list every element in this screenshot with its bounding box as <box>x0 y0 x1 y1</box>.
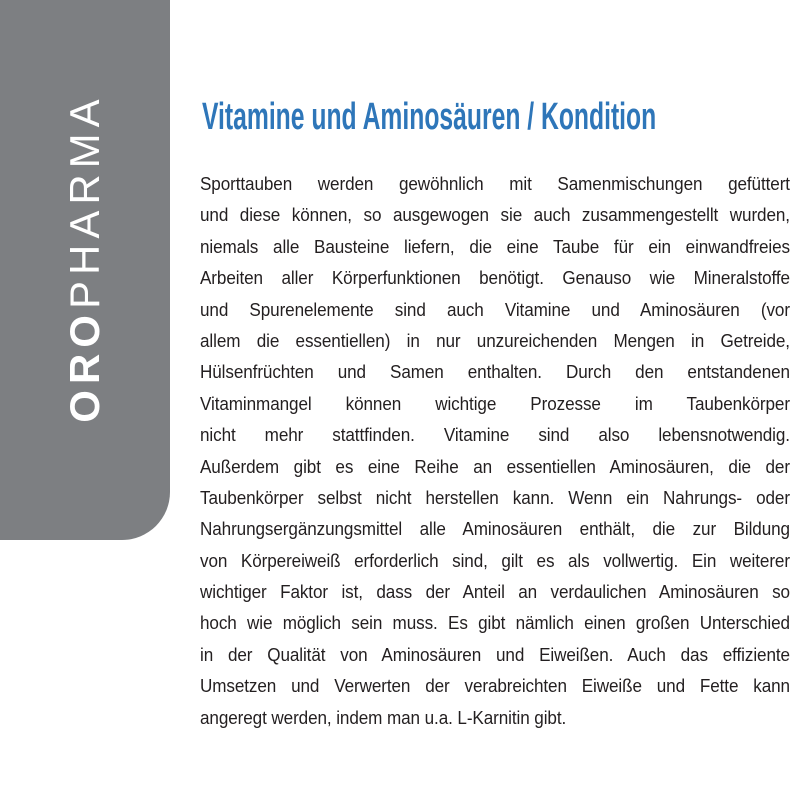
body-text-line: nicht mehr stattfinden. Vitamine sind also lebensnotwendig. <box>200 425 790 446</box>
brand-logo-oro: ORO <box>61 309 108 423</box>
body-text-line: niemals alle Bausteine liefern, die eine Taube für ein einwandfreies <box>200 236 790 257</box>
body-text-line: von Körpereiweiß erforderlich sind, gilt es als vollwertig. Ein weiterer <box>200 550 790 571</box>
body-text-line: angeregt werden, indem man u.a. L-Karnitin gibt. <box>200 707 567 728</box>
body-text-line: Umsetzen und Verwerten der verabreichten Eiweiße und Fette kann <box>200 676 790 697</box>
body-text-line: Vitaminmangel können wichtige Prozesse im Taubenkörper <box>200 393 790 414</box>
body-text-line: hoch wie möglich sein muss. Es gibt nämlich einen großen Unterschied <box>200 613 790 634</box>
body-text-line: Nahrungsergänzungsmittel alle Aminosäuren enthält, die zur Bildung <box>200 519 790 540</box>
brand-logo <box>60 78 110 438</box>
body-text-line: Hülsenfrüchten und Samen enthalten. Durch den entstandenen <box>200 362 790 383</box>
body-text-line: und diese können, so ausgewogen sie auch zusammengestellt wurden, <box>200 205 790 226</box>
body-text-line: Arbeiten aller Körperfunktionen benötigt. Genauso wie Mineralstoffe <box>200 268 790 289</box>
body-text-line: Taubenkörper selbst nicht herstellen kann. Wenn ein Nahrungs- oder <box>200 487 790 508</box>
brand-sidebar <box>0 0 170 540</box>
body-text-line: Sporttauben werden gewöhnlich mit Samenmischungen gefüttert <box>200 174 790 194</box>
body-text-line: Außerdem gibt es eine Reihe an essentiellen Aminosäuren, die der <box>200 456 790 477</box>
article-body <box>200 169 790 734</box>
brand-logo-pharma: PHARMA <box>61 93 108 310</box>
page-title: Vitamine und Aminosäuren / Kondition <box>202 96 657 138</box>
body-text-line: und Spurenelemente sind auch Vitamine und Aminosäuren (vor <box>200 299 790 320</box>
body-text-line: in der Qualität von Aminosäuren und Eiweißen. Auch das effiziente <box>200 644 790 665</box>
body-text-line: allem die essentiellen) in nur unzureichenden Mengen in Getreide, <box>200 330 790 351</box>
body-text-line: wichtiger Faktor ist, dass der Anteil an verdaulichen Aminosäuren so <box>200 582 790 603</box>
